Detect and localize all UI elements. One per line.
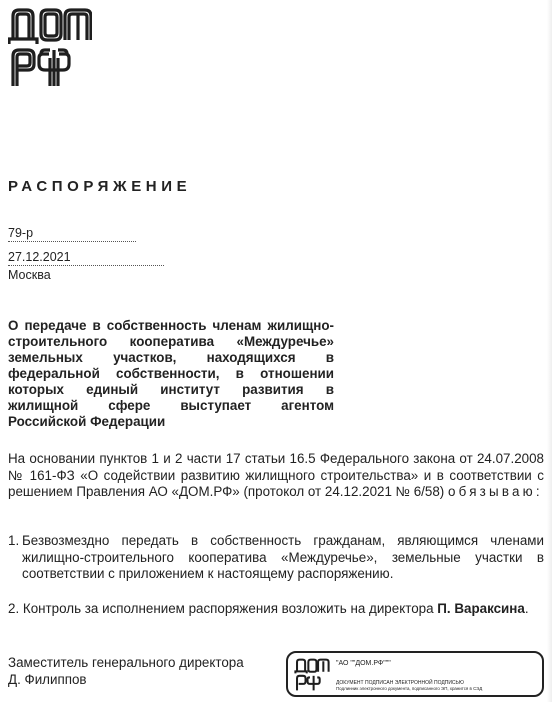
responsible-person: П. Вараксина [437,601,525,616]
list-item-number: 1. [8,533,20,548]
order-city: Москва [8,268,51,282]
stamp-logo [294,658,330,697]
dom-rf-logo [8,6,98,90]
list-item [8,601,544,618]
preamble-text: На основании пунктов 1 и 2 части 17 статьи 16.5 Федерального закона от 24.07.2008 № 161-ФЗ «О содействии развитию жилищного строительства» и в соответствии с решением Правления АО «ДОМ.РФ» (протокол от 24.12.2021 № 6/58) [8,451,544,499]
order-number [8,226,136,242]
order-number-value: 79-р [8,226,136,242]
stamp-caption: ДОКУМЕНТ ПОДПИСАН ЭЛЕКТРОННОЙ ПОДПИСЬЮ [336,680,464,686]
order-date-value: 27.12.2021 [8,250,164,266]
signatory-name: Д. Филиппов [8,671,87,687]
list-item-text: Безвозмездно передать в собственность гражданам, являющимся членами жилищно-строительного кооператива «Междуречье», земельные участки в соответствии с приложением к настоящему распоряжению. [22,533,544,581]
list-item-number: 2. [8,601,20,616]
signatory-position: Заместитель генерального директора [8,655,244,670]
directive-word: обязываю: [448,484,543,499]
list-item-end: . [524,601,529,616]
scan-edge [547,0,552,702]
preamble-paragraph [8,451,544,501]
stamp-note: Подлинник электронного документа, подписанного ЭП, хранится в СЭД [336,686,483,691]
list-item-text: Контроль за исполнением распоряжения возложить на директора [22,601,438,616]
stamp-organization: "АО ""ДОМ.РФ""" [336,660,391,667]
order-title: О передаче в собственность членам жилищно-строительного кооператива «Междуречье» земельных участков, находящихся в федеральной собственности, в отношении которых единый институт развития в жилищной сфере выступает агентом Российской Федерации [8,318,334,429]
document-type: РАСПОРЯЖЕНИЕ [8,178,192,195]
order-date [8,250,164,266]
e-signature-stamp [286,651,544,697]
signature-block [8,655,244,688]
